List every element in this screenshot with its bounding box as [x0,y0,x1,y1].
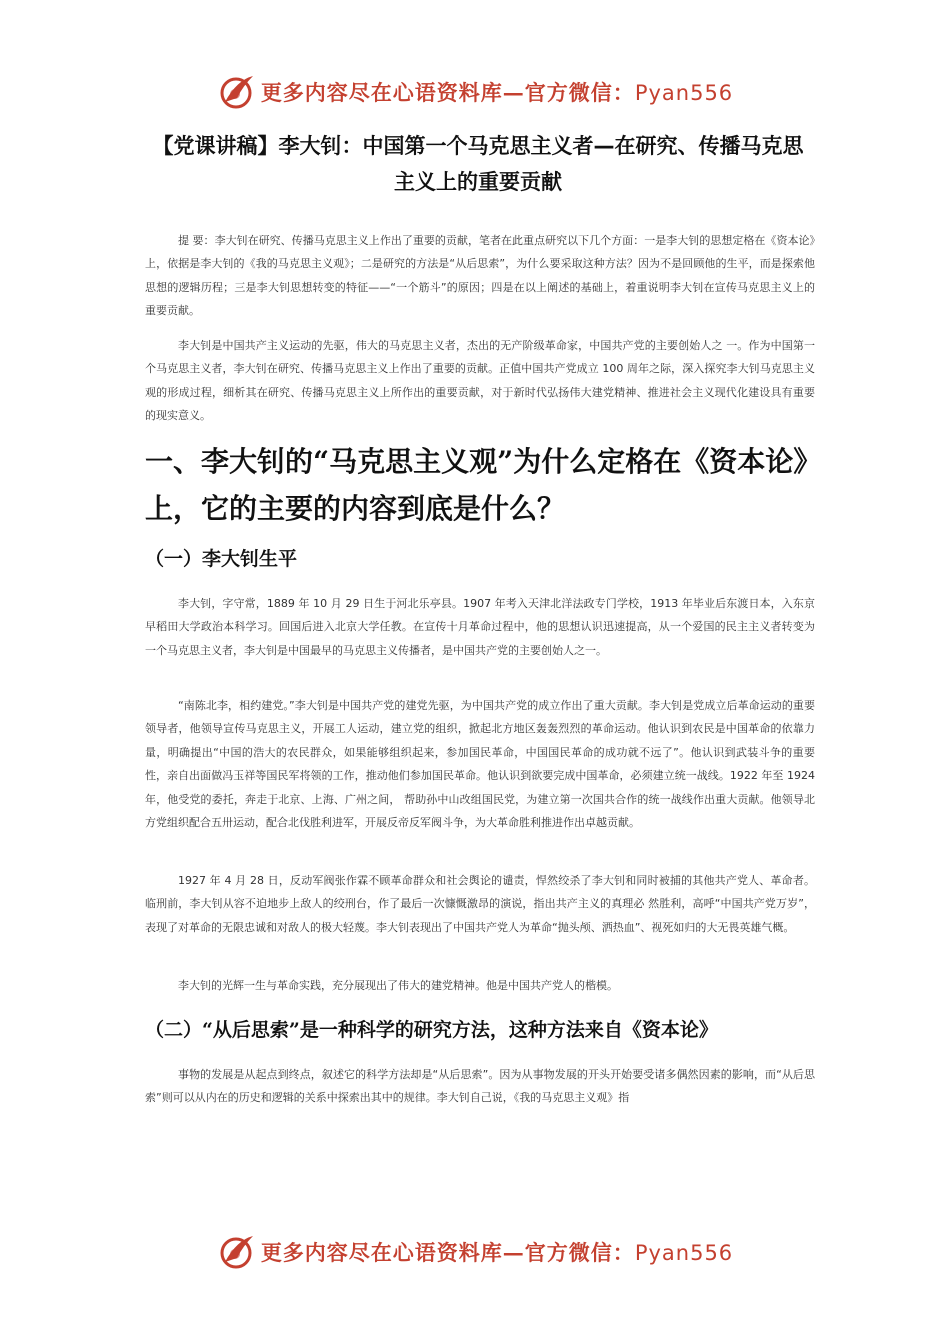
brush-circle-logo-icon [217,1232,257,1272]
body-paragraph: 李大钊，字守常，1889 年 10 月 29 日生于河北乐亭县。1907 年考入天津北洋法政专门学校，1913 年毕业后东渡日本，入东京早稻田大学政治本科学习。回国后进入北京大学任教。在宣传十月革命过程中，他的思想认识迅速提高，从一个爱国的民主主义者转变为一个马克思主义者，李大钊是中国最早的马克思主义传播者，是中国共产党的主要创始人之一。 [145,597,815,657]
intro-paragraph: 李大钊是中国共产主义运动的先驱，伟大的马克思主义者，杰出的无产阶级革命家，中国共产党的主要创始人之 一。作为中国第一个马克思主义者，李大钊在研究、传播马克思主义上作出了重要的贡献。正值中国共产党成立 100 周年之际，深入探究李大钊马克思主义观的形成过程，细析其在研究、传播马克思主义上所作出的重要贡献，对于新时代弘扬伟大建党精神、推进社会主义现代化建设具有重要的现实意义。 [145,339,815,423]
subsection-heading: （一）李大钊生平 [145,548,298,570]
wechat-id: Pyan556 [634,81,734,105]
section-heading: 一、李大钊的“马克思主义观”为什么定格在《资本论》上，它的主要的内容到底是什么？ [145,445,822,525]
body-paragraph: 李大钊的光辉一生与革命实践，充分展现出了伟大的建党精神。他是中国共产党人的楷模。 [178,979,618,992]
body-paragraph: “南陈北李，相约建党。”李大钊是中国共产党的建党先驱，为中国共产党的成立作出了重大贡献。李大钊是党成立后革命运动的重要领导者，他领导宣传马克思主义，开展工人运动，建立党的组织，掀起北方地区轰轰烈烈的革命运动。他认识到农民是中国革命的依靠力量，明确提出“中国的浩大的农民群众，如果能够组织起来，参加国民革命，中国国民革命的成功就不远了”。他认识到武装斗争的重要性，亲自出面做冯玉祥等国民军将领的工作，推动他们参加国民革命。他认识到欲要完成中国革命，必须建立统一战线。1922 年至 1924 年，他受党的委托，奔走于北京、上海、广州之间， 帮助孙中山改组国民党，为建立第一次国共合作的统一战线作出重大贡献。他领导北方党组织配合五卅运动，配合北伐胜利进军，开展反帝反军阀斗争，为大革命胜利推进作出卓越贡献。 [145,699,815,830]
subsection-heading: （二）“从后思索”是一种科学的研究方法，这种方法来自《资本论》 [145,1019,718,1041]
body-paragraph: 事物的发展是从起点到终点，叙述它的科学方法却是“从后思索”。因为从事物发展的开头开始要受诸多偶然因素的影响，而“从后思索”则可以从内在的历史和逻辑的关系中探索出其中的规律。李大钊自己说，《我的马克思主义观》指 [145,1068,815,1105]
document-title: 【党课讲稿】李大钊：中国第一个马克思主义者—在研究、传播马克思主义上的重要贡献 [152,134,804,194]
banner-text: 更多内容尽在心语资料库—官方微信：Pyan556 [260,80,734,105]
footer-banner [0,1230,950,1274]
abstract-paragraph: 提 要：李大钊在研究、传播马克思主义上作出了重要的贡献，笔者在此重点研究以下几个方面：一是李大钊的思想定格在《资本论》上，依据是李大钊的《我的马克思主义观》；二是研究的方法是“从后思索”，为什么要采取这种方法？因为不是回顾他的生平，而是探索他思想的逻辑历程；三是李大钊思想转变的特征——“一个筋斗”的原因；四是在以上阐述的基础上，着重说明李大钊在宣传马克思主义上的重要贡献。 [145,234,815,318]
banner-text: 更多内容尽在心语资料库—官方微信：Pyan556 [260,1240,734,1265]
wechat-id: Pyan556 [634,1241,734,1265]
body-paragraph: 1927 年 4 月 28 日，反动军阀张作霖不顾革命群众和社会舆论的谴责，悍然绞杀了李大钊和同时被捕的其他共产党人、革命者。临刑前，李大钊从容不迫地步上敌人的绞刑台，作了最后一次慷慨激昂的演说，指出共产主义的真理必 然胜利，高呼“中国共产党万岁”，表现了对革命的无限忠诚和对敌人的极大轻蔑。李大钊表现出了中国共产党人为革命“抛头颅、洒热血”、视死如归的大无畏英雄气概。 [145,874,815,934]
brush-circle-logo-icon [217,72,257,112]
header-banner [0,70,950,114]
